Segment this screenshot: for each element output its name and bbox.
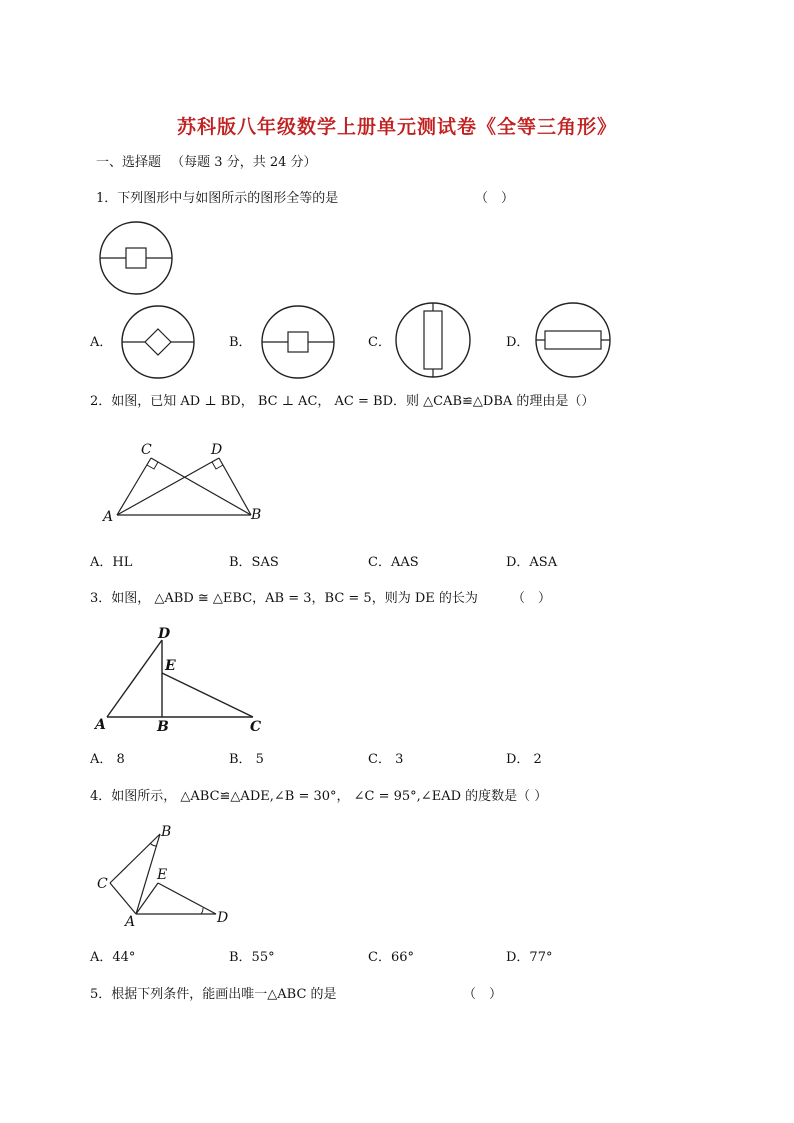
question-3 [90, 591, 478, 607]
question-stem: 如图所示， △ABC≌△ADE,∠B = 30°， ∠C = 95°,∠EAD 的度数是（ ） [111, 789, 548, 804]
q3-label-b: B [157, 719, 169, 735]
q3-figure [90, 625, 275, 737]
q3-option-a[interactable]: A． 8 [90, 752, 125, 767]
question-stem: 如图，已知 AD ⊥ BD， BC ⊥ AC， AC = BD．则 △CAB≌△DBA 的理由是（） [111, 394, 595, 409]
q1-option-b-label: B． [229, 335, 252, 350]
q1-option-a-figure[interactable] [120, 304, 200, 384]
question-stem: 根据下列条件，能画出唯一△ABC 的是 [111, 987, 337, 1002]
answer-bracket: （ ） [463, 987, 503, 1002]
q2-option-b[interactable]: B．SAS [229, 555, 279, 570]
q3-option-d[interactable]: D． 2 [506, 752, 542, 767]
question-stem: 如图， △ABD ≅ △EBC，AB = 3，BC = 5，则为 DE 的长为 [111, 591, 478, 606]
q1-option-c-figure[interactable] [395, 302, 475, 382]
q1-option-c-label: C． [368, 335, 391, 350]
q4-label-e: E [157, 867, 168, 883]
q4-figure [93, 822, 243, 932]
q4-option-d[interactable]: D．77° [506, 950, 553, 965]
q2-option-d[interactable]: D．ASA [506, 555, 558, 570]
q1-reference-figure [97, 220, 177, 300]
q1-option-d-label: D． [506, 335, 530, 350]
page-title: 苏科版八年级数学上册单元测试卷《全等三角形》 [176, 116, 617, 138]
q2-label-c: C [141, 442, 152, 458]
question-5 [90, 987, 337, 1003]
q2-label-b: B [251, 507, 262, 523]
q4-label-d: D [217, 910, 229, 926]
question-1 [96, 191, 338, 207]
q3-label-a: A [95, 717, 106, 733]
section-heading [96, 155, 317, 171]
q4-label-c: C [97, 876, 108, 892]
q2-label-d: D [211, 442, 223, 458]
q1-option-a-label: A． [90, 335, 113, 350]
question-number: 5． [90, 987, 112, 1002]
section-score-note: （每题 3 分，共 24 分） [171, 155, 317, 170]
q4-option-b[interactable]: B．55° [229, 950, 275, 965]
q3-label-e: E [165, 658, 176, 674]
q2-figure [100, 438, 280, 528]
question-number: 4． [90, 789, 112, 804]
question-2 [90, 394, 594, 410]
question-stem: 下列图形中与如图所示的图形全等的是 [117, 191, 339, 206]
q4-label-a: A [125, 914, 136, 930]
q4-label-b: B [161, 824, 172, 840]
q3-label-c: C [250, 719, 262, 735]
q1-option-b-figure[interactable] [260, 304, 340, 384]
question-number: 3． [90, 591, 112, 606]
q4-option-a[interactable]: A．44° [90, 950, 136, 965]
q3-label-d: D [158, 626, 171, 642]
q2-option-a[interactable]: A．HL [90, 555, 133, 570]
section-heading-label: 一、选择题 [96, 155, 162, 170]
question-4 [90, 789, 547, 805]
question-number: 2． [90, 394, 112, 409]
answer-bracket: （ ） [512, 591, 552, 606]
answer-bracket: （ ） [475, 191, 515, 206]
q3-option-b[interactable]: B． 5 [229, 752, 264, 767]
q1-option-d-figure[interactable] [534, 302, 614, 382]
q2-option-c[interactable]: C．AAS [368, 555, 419, 570]
q3-option-c[interactable]: C． 3 [368, 752, 404, 767]
q2-label-a: A [103, 509, 114, 525]
question-number: 1． [96, 191, 118, 206]
q4-option-c[interactable]: C．66° [368, 950, 414, 965]
